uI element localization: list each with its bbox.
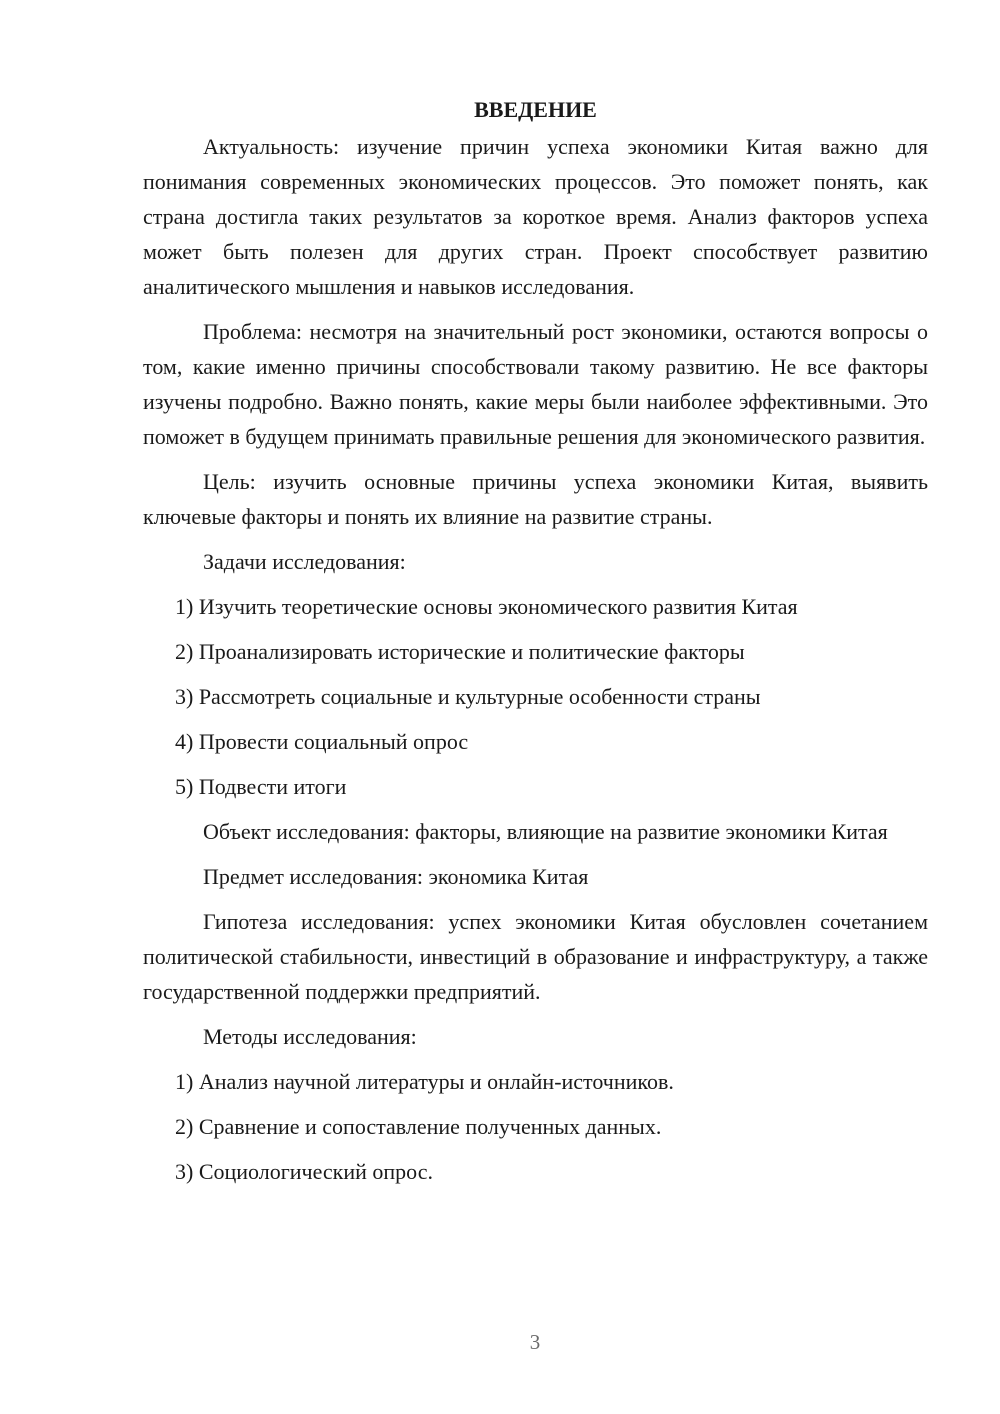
goal-paragraph: Цель: изучить основные причины успеха экономики Китая, выявить ключевые факторы и понять их влияние на развитие страны. <box>143 469 928 529</box>
hypothesis-paragraph: Гипотеза исследования: успех экономики Китая обусловлен сочетанием политической стабильности, инвестиций в образование и инфраструктуру, а также государственной поддержки предприятий. <box>143 909 928 1004</box>
task-item: 5) Подвести итоги <box>175 774 347 799</box>
document-page <box>143 92 928 1199</box>
relevance-paragraph: Актуальность: изучение причин успеха экономики Китая важно для понимания современных экономических процессов. Это поможет понять, как страна достигла таких результатов за короткое время. Анализ факторов успеха может быть полезен для других стран. Проект способствует развитию аналитического мышления и навыков исследования. <box>143 134 928 299</box>
methods-heading: Методы исследования: <box>203 1024 417 1049</box>
task-item: 4) Провести социальный опрос <box>175 729 469 754</box>
task-item: 3) Рассмотреть социальные и культурные особенности страны <box>175 684 761 709</box>
tasks-list <box>143 589 928 804</box>
section-title: ВВЕДЕНИЕ <box>474 97 597 122</box>
method-item: 3) Социологический опрос. <box>175 1159 433 1184</box>
object-paragraph: Объект исследования: факторы, влияющие на развитие экономики Китая <box>203 819 888 844</box>
task-item: 1) Изучить теоретические основы экономического развития Китая <box>175 594 798 619</box>
methods-list <box>143 1064 928 1189</box>
problem-paragraph: Проблема: несмотря на значительный рост экономики, остаются вопросы о том, какие именно причины способствовали такому развитию. Не все факторы изучены подробно. Важно понять, какие меры были наиболее эффективными. Это поможет в будущем принимать правильные решения для экономического развития. <box>143 319 928 449</box>
method-item: 1) Анализ научной литературы и онлайн-источников. <box>175 1069 674 1094</box>
tasks-heading: Задачи исследования: <box>203 549 406 574</box>
task-item: 2) Проанализировать исторические и политические факторы <box>175 639 745 664</box>
page-number: 3 <box>529 1330 541 1354</box>
subject-paragraph: Предмет исследования: экономика Китая <box>203 864 589 889</box>
method-item: 2) Сравнение и сопоставление полученных данных. <box>175 1114 662 1139</box>
